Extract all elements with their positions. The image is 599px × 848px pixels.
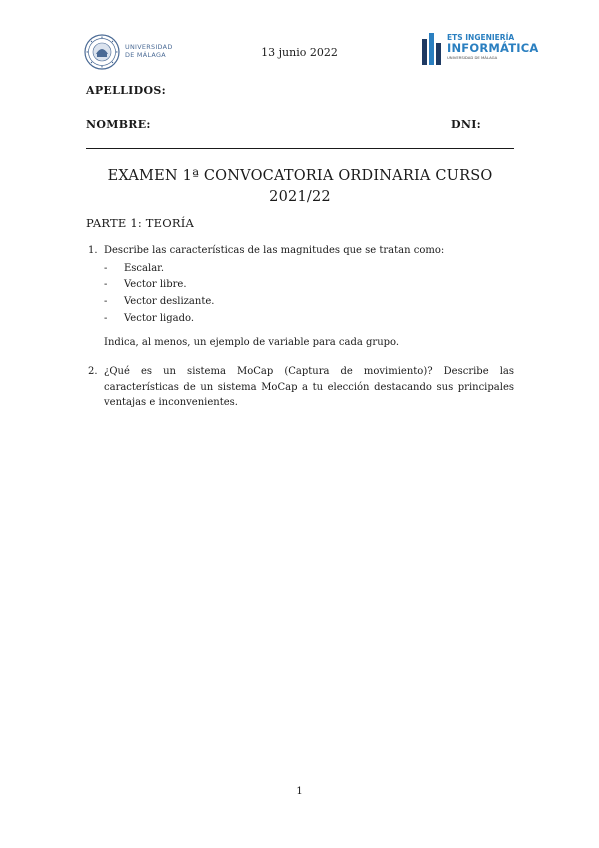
school-emblem-icon: [422, 33, 442, 65]
list-item: - Escalar.: [104, 262, 165, 274]
list-item: - Vector deslizante.: [104, 296, 215, 308]
university-name-line2: DE MÁLAGA: [125, 51, 166, 59]
university-name-line1: UNIVERSIDAD: [125, 43, 173, 52]
list-item-text: Escalar.: [124, 262, 165, 274]
exam-title: [86, 166, 514, 208]
question-number: 1.: [88, 245, 98, 256]
header-divider: [86, 148, 514, 149]
school-name-line1: ETS INGENIERÍA: [447, 33, 515, 42]
question-number: 2.: [88, 366, 98, 377]
exam-title-line2: 2021/22: [269, 189, 331, 205]
nombre-label: NOMBRE:: [86, 118, 151, 131]
school-name-line2: INFORMÁTICA: [447, 41, 539, 55]
question-text: Describe las características de las magnitudes que se tratan como:: [104, 245, 445, 256]
exam-date: 13 junio 2022: [261, 46, 338, 59]
apellidos-label: APELLIDOS:: [86, 84, 166, 97]
question-2: [88, 364, 514, 411]
list-item-text: Vector libre.: [124, 279, 187, 291]
question-text: ¿Qué es un sistema MoCap (Captura de movimiento)? Describe las características de un sistema MoCap a tu elección destacando sus principales ventajas e inconvenientes.: [104, 366, 514, 408]
page-number: 1: [296, 786, 303, 797]
list-item-text: Vector ligado.: [124, 312, 195, 324]
magnitude-list: [104, 261, 514, 328]
school-name-line3: UNIVERSIDAD DE MÁLAGA: [447, 55, 498, 60]
list-item: - Vector ligado.: [104, 312, 195, 324]
part-title: PARTE 1: TEORÍA: [86, 216, 195, 230]
question-1: [88, 243, 514, 350]
exam-title-line1: EXAMEN 1ª CONVOCATORIA ORDINARIA CURSO: [107, 168, 493, 184]
question-note: Indica, al menos, un ejemplo de variable para cada grupo.: [104, 336, 400, 348]
dni-label: DNI:: [451, 118, 481, 131]
school-logo: [422, 33, 539, 65]
list-item: - Vector libre.: [104, 279, 187, 291]
list-item-text: Vector deslizante.: [124, 296, 215, 308]
